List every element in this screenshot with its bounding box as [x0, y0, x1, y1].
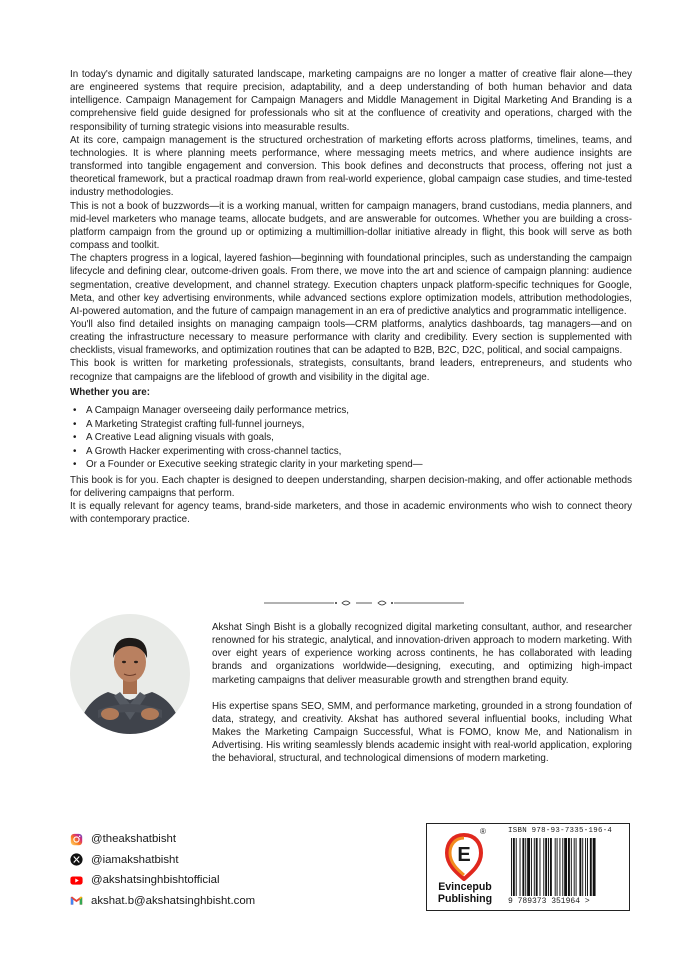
- intro-paragraph: You'll also find detailed insights on managing campaign tools—CRM platforms, analytics dashboards, tag managers—and on creating the infrastructure necessary to measure performance with clarity and credibility. Every section is supplemented with checklists, visual frameworks, and optimization routines that can be adapted to B2B, B2C, D2C, political, and social campaigns.: [70, 318, 632, 357]
- intro-paragraph: This is not a book of buzzwords—it is a working manual, written for campaign managers, brand custodians, media planners, and mid-level marketers who manage teams, allocate budgets, and are answerable for outcomes. Whether you are building a cross-platform campaign from the ground up or optimizing a multimillion-dollar initiative already in flight, this book will serve as both compass and toolkit.: [70, 200, 632, 252]
- youtube-handle: @akshatsinghbishtofficial: [91, 874, 220, 886]
- closing-paragraph: It is equally relevant for agency teams, brand-side marketers, and those in academic environments who wish to connect theory with contemporary practice.: [70, 501, 632, 526]
- registered-mark: ®: [480, 827, 486, 836]
- ornamental-divider: [264, 598, 464, 608]
- intro-paragraph: At its core, campaign management is the structured orchestration of marketing efforts across platforms, timelines, teams, and technologies. It is where planning meets performance, where messaging meets metrics, and where audience insights are transformed into tangible engagement and conversion. This book defines and deconstructs that process, offering not just a theoretical framework, but a practical roadmap drawn from real-world experience, global campaign case studies, and time-tested industry methodologies.: [70, 134, 632, 199]
- publisher-logo: [427, 824, 502, 909]
- publisher-barcode-panel: [426, 823, 630, 911]
- intro-paragraph: The chapters progress in a logical, layered fashion—beginning with foundational principles, such as understanding the campaign lifecycle and defining clear, outcome-driven goals. From there, we move into the art and science of campaign planning: audience segmentation, creative development, and channel strategy. Execution chapters unpack platform-specific techniques for Google, Meta, and other key advertising environments, while advanced sections explore optimization models, attribution methodologies, AI-powered automation, and the future of campaign management in an era of predictive analytics and programmatic intelligence.: [70, 253, 632, 317]
- list-item: • Or a Founder or Executive seeking strategic clarity in your marketing spend—: [84, 458, 632, 472]
- x-handle: @iamakshatbisht: [91, 853, 179, 866]
- social-instagram[interactable]: [70, 829, 255, 849]
- bio-paragraph: Akshat Singh Bisht is a globally recognized digital marketing consultant, author, and researcher renowned for his strategic, analytical, and innovation-driven approach to modern marketing. With over eight years of experience working across continents, he has collaborated with leading brands and organizations worldwide—designing, executing, and optimizing high-impact marketing campaigns that deliver measurable growth and strengthen brand equity.: [212, 622, 632, 686]
- social-links: [70, 829, 255, 911]
- youtube-icon: [70, 874, 83, 887]
- social-gmail[interactable]: [70, 891, 255, 911]
- closing-paragraph: This book is for you. Each chapter is designed to deepen understanding, sharpen decision-making, and offer actionable methods for delivering campaigns that perform.: [70, 474, 632, 500]
- instagram-handle: @theakshatbisht: [91, 833, 177, 845]
- social-youtube[interactable]: [70, 870, 255, 890]
- list-item: • A Growth Hacker experimenting with cross-channel tactics,: [84, 445, 632, 459]
- isbn-label: ISBN 978-93-7335-196-4: [508, 827, 613, 835]
- audience-list: [70, 404, 632, 472]
- barcode-digits: 9 789373 351964 >: [508, 897, 590, 906]
- author-bio: [70, 621, 632, 766]
- x-icon: [70, 853, 83, 866]
- publisher-logo-icon: [445, 833, 483, 881]
- intro-paragraph: This book is written for marketing professionals, strategists, consultants, brand leaders, entrepreneurs, and students who recognize that campaigns are the lifeblood of growth and visibility in the digital age.: [70, 358, 632, 383]
- list-item: • A Creative Lead aligning visuals with goals,: [84, 431, 632, 445]
- list-item: • A Campaign Manager overseeing daily performance metrics,: [84, 404, 632, 418]
- publisher-name-line2: Publishing: [437, 893, 493, 905]
- book-description: [70, 68, 632, 527]
- gmail-icon: [70, 894, 83, 907]
- whether-heading: Whether you are:: [70, 386, 151, 398]
- publisher-name-line1: Evincepub: [438, 881, 492, 893]
- social-x[interactable]: [70, 850, 255, 870]
- bio-paragraph: His expertise spans SEO, SMM, and performance marketing, grounded in a strong foundation of data, strategy, and creativity. Akshat has authored several influential books, including What Makes the Marketing Campaign Successful, What is FOMO, know Me, and Nationalism in Advertising. His writing seamlessly blends academic insight with real-world application, exploring the behavioral, structural, and technological dimensions of modern marketing.: [212, 700, 632, 765]
- instagram-icon: [70, 833, 83, 846]
- isbn-barcode: [511, 838, 626, 896]
- list-item: • A Marketing Strategist crafting full-funnel journeys,: [84, 418, 632, 432]
- logo-letter: E: [457, 844, 471, 866]
- intro-paragraph: In today's dynamic and digitally saturated landscape, marketing campaigns are no longer a matter of creative flair alone—they are engineered systems that require precision, adaptability, and a deep understanding of both human behavior and data intelligence. Campaign Management for Campaign Managers and Middle Management in Digital Marketing And Branding is a comprehensive field guide designed for professionals who sit at the confluence of creativity and operations, charged with the responsibility of turning strategic visions into measurable results.: [70, 69, 632, 133]
- gmail-address: akshat.b@akshatsinghbisht.com: [91, 894, 256, 907]
